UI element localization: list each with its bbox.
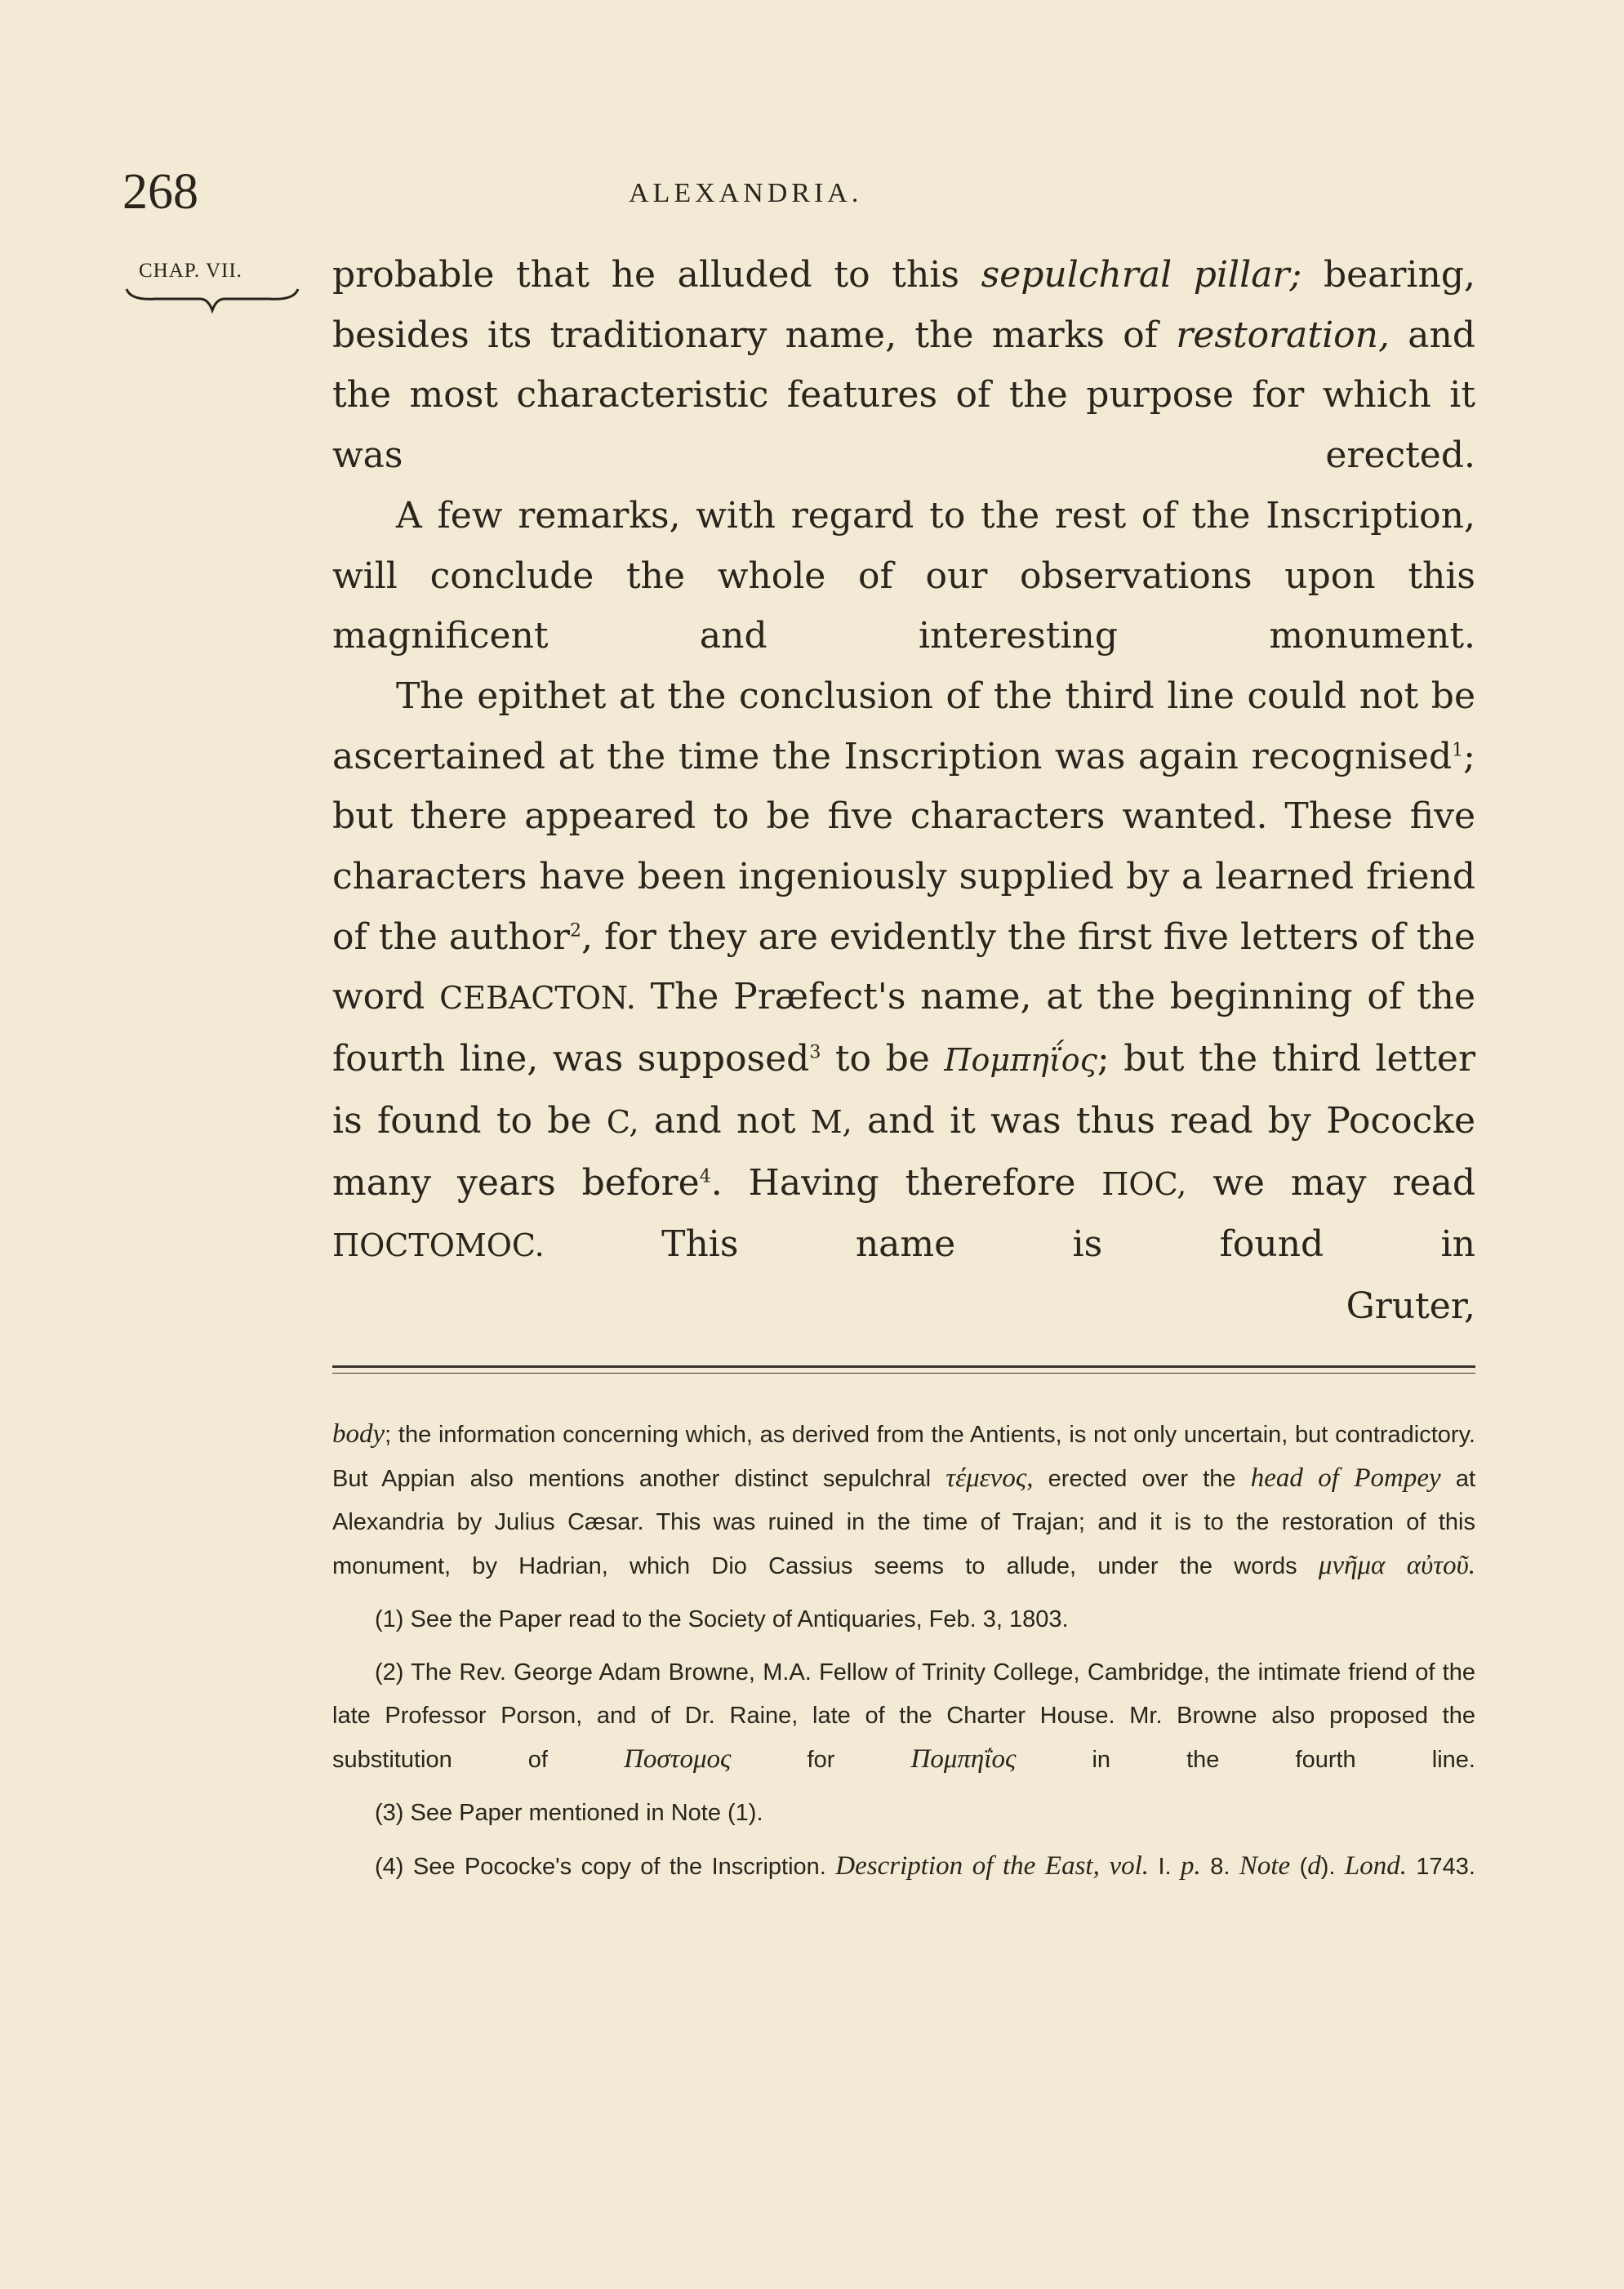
paragraph-1: probable that he alluded to this sepulchral pillar; bearing, besides its traditionary name, the marks of restoration, and the most characteristic features of the purpose for which it was erected.	[332, 254, 1475, 477]
main-text	[332, 245, 1475, 1337]
chapter-marginal-label: CHAP. VII.	[139, 260, 242, 282]
paragraph-2: A few remarks, with regard to the rest of the Inscription, will conclude the whole of our observations upon this magnificent and interesting monument.	[332, 494, 1475, 657]
page-header	[122, 163, 1478, 220]
paragraph-3: The epithet at the conclusion of the third line could not be ascertained at the time the Inscription was again recognised$^1$; but there appeared to be five characters wanted. These five characters have been ingeniously supplied by a learned friend of the author$^2$, for they are evidently the first five letters of the word CEBACTON. The Præfect's name, at the beginning of the fourth line, was supposed$^3$ to be Πομπηΐος; but the third letter is found to be C, and not M, and it was thus read by Pococke many years before$^4$. Having therefore ΠΟC, we may read ΠΟCΤΟΜΟC. This name is found in	[332, 675, 1475, 1266]
catchword: Gruter,	[1346, 1285, 1475, 1327]
footnote-continuation: body; the information concerning which, as derived from the Antients, is not only uncertain, but contradictory. But Appian also mentions another distinct sepulchral τέμενος, erected over the head of Pompey at Alexandria by Julius Cæsar. This was ruined in the time of Trajan; and it is to the restoration of this monument, by Hadrian, which Dio Cassius seems to allude, under the words μνῆμα αὐτοῦ.	[332, 1419, 1476, 1580]
footnote-3: (3) See Paper mentioned in Note (1).	[375, 1800, 763, 1826]
brace-ornament-icon	[122, 283, 302, 315]
footnote-1: (1) See the Paper read to the Society of Antiquaries, Feb. 3, 1803.	[375, 1606, 1069, 1632]
footnote-2: (2) The Rev. George Adam Browne, M.A. Fellow of Trinity College, Cambridge, the intimate friend of the late Professor Porson, and of Dr. Raine, late of the Charter House. Mr. Browne also proposed the substitution of Ποστομος for Πομπηΐος in the fourth line.	[332, 1659, 1475, 1774]
running-title: ALEXANDRIA.	[629, 178, 863, 208]
footnotes	[332, 1413, 1475, 1899]
footnote-4: (4) See Pococke's copy of the Inscription. Description of the East, vol. I. p. 8. Note (d). Lond. 1743.	[375, 1851, 1475, 1881]
page-number: 268	[122, 164, 198, 220]
footnote-divider	[332, 1365, 1475, 1374]
